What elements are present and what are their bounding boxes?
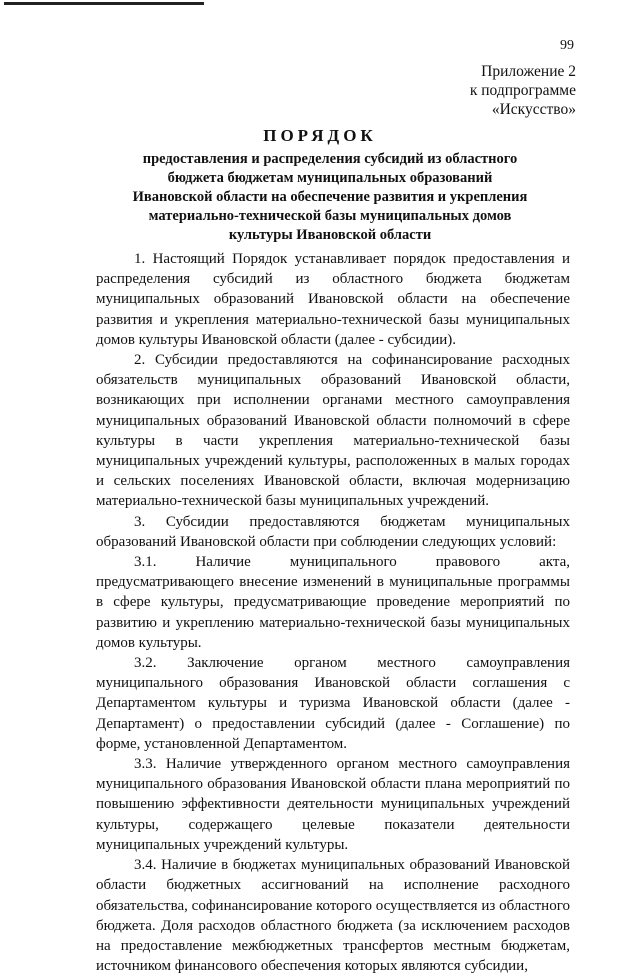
paragraph-3-4: 3.4. Наличие в бюджетах муниципальных образований Ивановской области бюджетных ассигнований на исполнение расходного обязательства, софинансирование которого осуществляется из областного бюджета. Доля расходов областного бюджета (за исключением расходов на предоставление межбюджетных трансфертов местным бюджетам, источником финансового обеспечения которых являются субсидии, (96, 857, 570, 975)
scan-edge-line (4, 2, 204, 5)
paragraph-2: 2. Субсидии предоставляются на софинансирование расходных обязательств муниципальных образований Ивановской области, возникающих при исполнении органами местного самоуправления муниципальных образований Ивановской области полномочий в сфере культуры в части укрепления материально-технической базы муниципальных учреждений культуры, расположенных в малых городах и сельских поселениях Ивановской области, включая модернизацию материально-технической базы муниципальных учреждений. (96, 352, 570, 510)
page-number: 99 (560, 38, 574, 53)
paragraph-3-1: 3.1. Наличие муниципального правового акта, предусматривающего внесение изменений в муниципальные программы в сфере культуры, предусматривающие проведение мероприятий по развитию и укреплению материально-технической базы муниципальных домов культуры. (96, 554, 570, 651)
paragraph-1: 1. Настоящий Порядок устанавливает порядок предоставления и распределения субсидий из областного бюджета бюджетам муниципальных образований Ивановской области на обеспечение развития и укрепления материально-технической базы муниципальных домов культуры Ивановской области (далее - субсидии). (96, 251, 570, 348)
document-body (96, 249, 570, 976)
document-title: ПОРЯДОК (263, 126, 377, 145)
appendix-line-2: к подпрограмме (469, 82, 576, 99)
paragraph-3-3: 3.3. Наличие утвержденного органом местного самоуправления муниципального образования Ивановской области плана мероприятий по повышению эффективности деятельности муниципальных учреждений культуры, содержащего целевые показатели деятельности муниципальных учреждений культуры. (96, 756, 570, 853)
appendix-header (470, 62, 576, 119)
paragraph-3-2: 3.2. Заключение органом местного самоуправления муниципального образования Ивановской области соглашения с Департаментом культуры и туризма Ивановской области (далее - Департамент) о предоставлении субсидий (далее - Соглашение) по форме, установленной Департаментом. (96, 655, 570, 752)
paragraph-3: 3. Субсидии предоставляются бюджетам муниципальных образований Ивановской области при соблюдении следующих условий: (96, 513, 570, 550)
document-subtitle: предоставления и распределения субсидий из областного бюджета бюджетам муниципальных образований Ивановской области на обеспечение развития и укрепления материально-технической базы муниципальных домов культуры Ивановской области (132, 151, 528, 243)
appendix-line-1: Приложение 2 (481, 63, 576, 80)
appendix-line-3: «Искусство» (491, 101, 576, 118)
